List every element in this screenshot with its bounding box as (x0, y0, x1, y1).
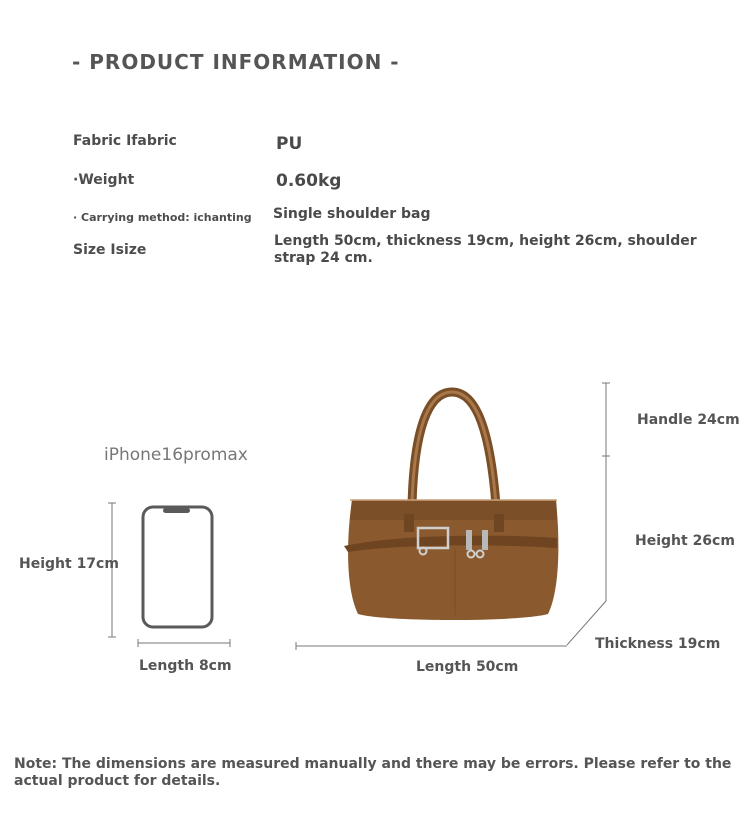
bag-height-label: Height 26cm (635, 533, 735, 549)
spec-label-carrying: · Carrying method: ichanting (73, 211, 252, 224)
bag-handle-label: Handle 24cm (637, 412, 740, 428)
spec-label-size: Size Isize (73, 242, 147, 258)
bag-length-dimension (296, 642, 567, 650)
spec-value-fabric: PU (276, 134, 303, 154)
disclaimer-note: Note: The dimensions are measured manually and there may be errors. Please refer to the actual product for details. (14, 756, 732, 789)
spec-label-fabric: Fabric Ifabric (73, 133, 177, 149)
bag-thickness-label: Thickness 19cm (595, 636, 721, 652)
phone-illustration (143, 507, 212, 627)
page-title: - PRODUCT INFORMATION - (72, 50, 400, 74)
bag-height-dimension (567, 383, 610, 645)
bag-length-label: Length 50cm (416, 659, 519, 675)
phone-model-label: iPhone16promax (104, 445, 248, 465)
bag-illustration (344, 392, 558, 620)
spec-label-weight: ·Weight (73, 172, 135, 188)
spec-value-weight: 0.60kg (276, 171, 342, 191)
phone-height-label: Height 17cm (19, 556, 119, 572)
phone-length-label: Length 8cm (139, 658, 232, 674)
spec-value-size: Length 50cm, thickness 19cm, height 26cm, shoulder strap 24 cm. (274, 233, 697, 266)
spec-value-carrying: Single shoulder bag (273, 206, 431, 222)
phone-length-dimension (138, 639, 230, 647)
